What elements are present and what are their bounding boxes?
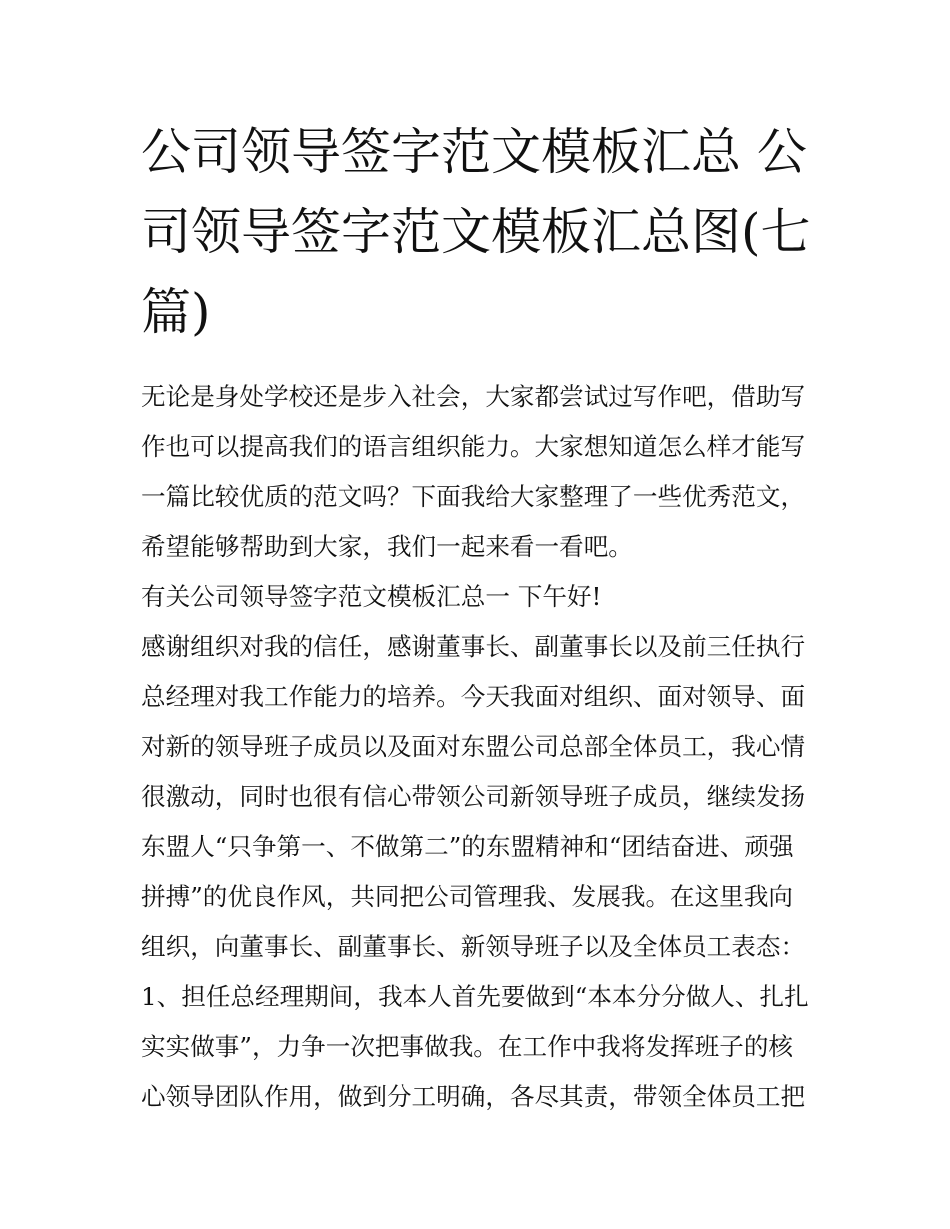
document-title: 公司领导签字范文模板汇总 公司领导签字范文模板汇总图(七篇) — [141, 123, 811, 341]
body-paragraph: 1、担任总经理期间，我本人首先要做到“本本分分做人、扎扎实实做事”，力争一次把事做我。在工作中我将发挥班子的核心领导团队作用，做到分工明确，各尽其责，带领全体员工把 — [141, 982, 809, 1111]
intro-paragraph: 无论是身处学校还是步入社会，大家都尝试过写作吧，借助写作也可以提高我们的语言组织能力。大家想知道怎么样才能写一篇比较优质的范文吗？下面我给大家整理了一些优秀范文，希望能够帮助到大家，我们一起来看一看吧。 — [141, 382, 806, 561]
section-heading-paragraph: 有关公司领导签字范文模板汇总一 下午好! — [141, 582, 602, 611]
body-paragraph: 感谢组织对我的信任，感谢董事长、副董事长以及前三任执行总经理对我工作能力的培养。今天我面对组织、面对领导、面对新的领导班子成员以及面对东盟公司总部全体员工，我心情很激动，同时也很有信心带领公司新领导班子成员，继续发扬东盟人“只争第一、不做第二”的东盟精神和“团结奋进、顽强拼搏”的优良作风，共同把公司管理我、发展我。在这里我向组织，向董事长、副董事长、新领导班子以及全体员工表态： — [141, 632, 806, 961]
document-page — [141, 112, 813, 1122]
